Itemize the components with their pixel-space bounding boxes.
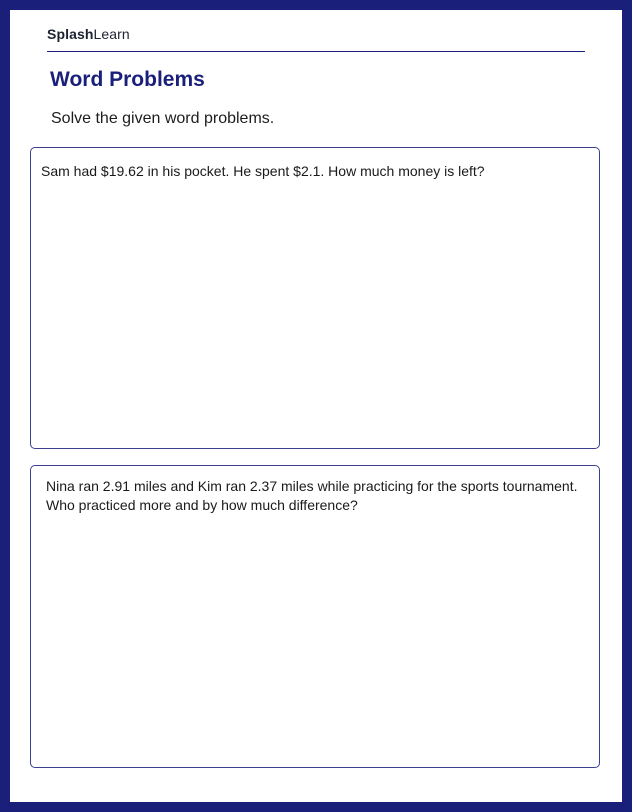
worksheet-page xyxy=(10,10,622,802)
brand-logo-bold: Splash xyxy=(47,26,94,42)
brand-logo xyxy=(47,26,130,42)
problem-text-2: Nina ran 2.91 miles and Kim ran 2.37 miles while practicing for the sports tournament. Who practiced more and by how much difference? xyxy=(46,478,578,513)
page-title: Word Problems xyxy=(50,68,205,91)
problem-box-2[interactable] xyxy=(30,465,600,768)
problem-text-1: Sam had $19.62 in his pocket. He spent $2.1. How much money is left? xyxy=(41,163,485,179)
brand-logo-regular: Learn xyxy=(93,26,130,42)
instruction-text: Solve the given word problems. xyxy=(51,110,275,127)
problem-box-1[interactable] xyxy=(30,147,600,449)
header-divider xyxy=(47,51,585,52)
